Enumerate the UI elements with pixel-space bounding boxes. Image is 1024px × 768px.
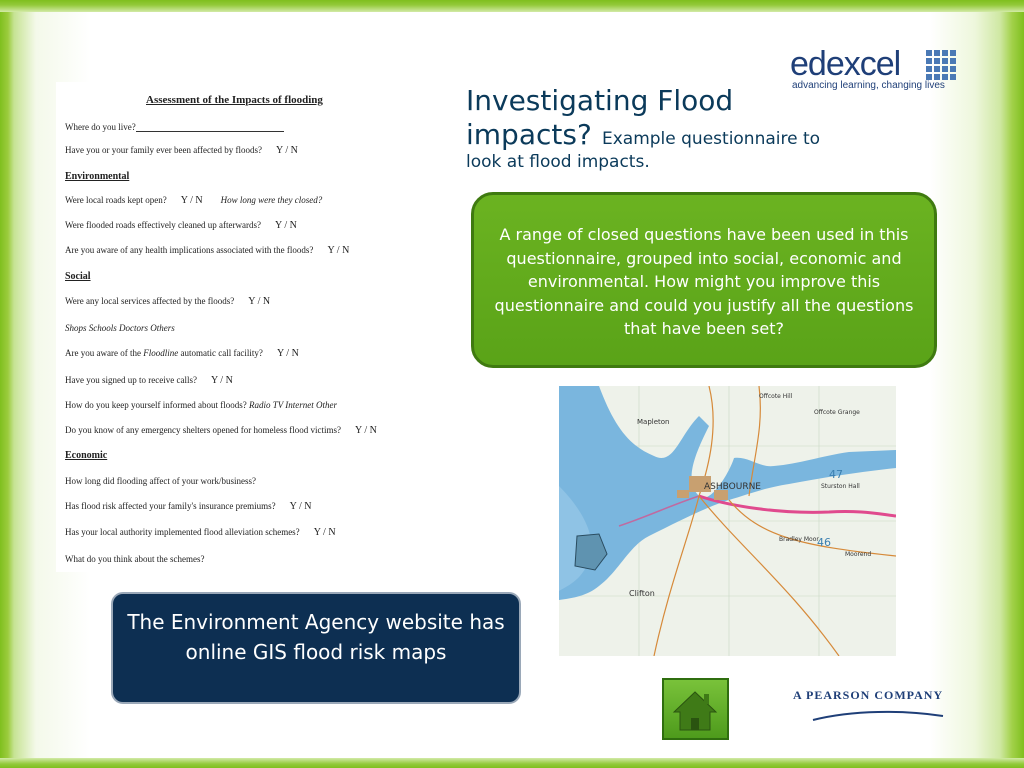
map-label-clifton: Clifton bbox=[629, 589, 655, 598]
question-text: Where do you live? bbox=[65, 122, 136, 132]
question-text: Has your local authority implemented flood alleviation schemes? bbox=[65, 527, 300, 537]
yes-no-option: Y / N bbox=[289, 501, 312, 512]
pearson-logo bbox=[793, 688, 958, 728]
flood-map-image bbox=[559, 386, 896, 656]
section-environmental: Environmental bbox=[65, 171, 130, 182]
answer-line bbox=[136, 123, 284, 132]
home-button[interactable] bbox=[662, 678, 729, 740]
yes-no-option: Y / N bbox=[355, 425, 377, 436]
logo-tagline: advancing learning, changing lives bbox=[792, 80, 945, 91]
question-informed bbox=[65, 400, 337, 410]
logo-grid-icon bbox=[926, 50, 956, 80]
question-text: Are you aware of any health implications associated with the floods? bbox=[65, 245, 314, 255]
question-health bbox=[65, 245, 349, 256]
section-social: Social bbox=[65, 271, 91, 282]
yes-no-option: Y / N bbox=[180, 195, 203, 206]
logo-wordmark: edexcel bbox=[790, 45, 901, 83]
question-text: Were any local services affected by the floods? bbox=[65, 296, 235, 306]
questionnaire-image bbox=[56, 82, 454, 572]
question-work bbox=[65, 476, 256, 486]
services-options: Shops Schools Doctors Others bbox=[65, 323, 175, 333]
question-text: Were flooded roads effectively cleaned up afterwards? bbox=[65, 220, 262, 230]
map-grid-47: 47 bbox=[829, 468, 843, 481]
yes-no-option: Y / N bbox=[327, 245, 350, 256]
map-label-moorend: Moorend bbox=[845, 551, 872, 558]
yes-no-option: Y / N bbox=[276, 348, 299, 359]
informed-options: Radio TV Internet Other bbox=[248, 400, 338, 410]
map-label-mapleton: Mapleton bbox=[637, 418, 670, 426]
question-authority bbox=[65, 527, 336, 538]
question-affected bbox=[65, 145, 298, 156]
home-icon bbox=[664, 680, 727, 738]
question-text: Have you or your family ever been affected by floods? bbox=[65, 145, 263, 155]
map-grid-46: 46 bbox=[817, 536, 831, 549]
map-label-bradley-moor: Bradley Moor bbox=[779, 536, 819, 543]
question-roads-cleaned bbox=[65, 220, 297, 231]
yes-no-option: Y / N bbox=[275, 220, 297, 231]
questionnaire-title: Assessment of the Impacts of flooding bbox=[146, 94, 323, 106]
question-text: Do you know of any emergency shelters opened for homeless flood victims? bbox=[65, 425, 342, 435]
question-floodline bbox=[65, 348, 299, 359]
question-signed-up bbox=[65, 375, 233, 386]
subtitle-part-1: Example questionnaire to bbox=[601, 129, 821, 149]
question-text: Are you aware of the bbox=[65, 348, 141, 358]
question-text: Have you signed up to receive calls? bbox=[65, 375, 197, 385]
yes-no-option: Y / N bbox=[248, 296, 271, 307]
discussion-callout: A range of closed questions have been used in this questionnaire, grouped into social, economic and environmental. How might you improve this questionnaire and could you justify all the questions that have been set? bbox=[471, 192, 937, 368]
frame-bottom-border bbox=[0, 758, 1024, 768]
question-schemes bbox=[65, 554, 204, 564]
question-text: What do you think about the schemes? bbox=[65, 554, 205, 564]
question-text: How do you keep yourself informed about floods? bbox=[65, 400, 247, 410]
title-line-1: Investigating Flood bbox=[466, 84, 734, 117]
yes-no-option: Y / N bbox=[313, 527, 336, 538]
question-services bbox=[65, 296, 270, 307]
question-shelters bbox=[65, 425, 377, 436]
map-svg bbox=[559, 386, 896, 656]
question-insurance bbox=[65, 501, 312, 512]
title-line-2: impacts? bbox=[466, 118, 592, 151]
environment-agency-box: The Environment Agency website has online GIS flood risk maps bbox=[111, 592, 521, 704]
floodline-name: Floodline bbox=[143, 348, 179, 358]
pearson-text: A PEARSON COMPANY bbox=[793, 688, 944, 702]
subtitle-part-2: look at flood impacts. bbox=[466, 152, 650, 172]
section-economic: Economic bbox=[65, 450, 108, 461]
followup-text: How long were they closed? bbox=[220, 195, 323, 205]
question-text: Has flood risk affected your family's insurance premiums? bbox=[65, 501, 276, 511]
pearson-swoosh bbox=[793, 706, 958, 726]
yes-no-option: Y / N bbox=[210, 375, 233, 386]
question-text: How long did flooding affect of your work/business? bbox=[65, 476, 257, 486]
frame-top-border bbox=[0, 0, 1024, 12]
yes-no-option: Y / N bbox=[276, 145, 298, 156]
question-text: Were local roads kept open? bbox=[65, 195, 167, 205]
question-roads-open bbox=[65, 195, 322, 206]
map-label-sturston-hall: Sturston Hall bbox=[821, 483, 860, 490]
question-where bbox=[65, 122, 284, 132]
question-text: automatic call facility? bbox=[180, 348, 263, 358]
map-label-offcote-grange: Offcote Grange bbox=[814, 409, 860, 416]
edexcel-logo bbox=[790, 44, 960, 100]
map-label-town: ASHBOURNE bbox=[704, 482, 761, 492]
map-label-offcote-hill: Offcote Hill bbox=[759, 393, 793, 400]
